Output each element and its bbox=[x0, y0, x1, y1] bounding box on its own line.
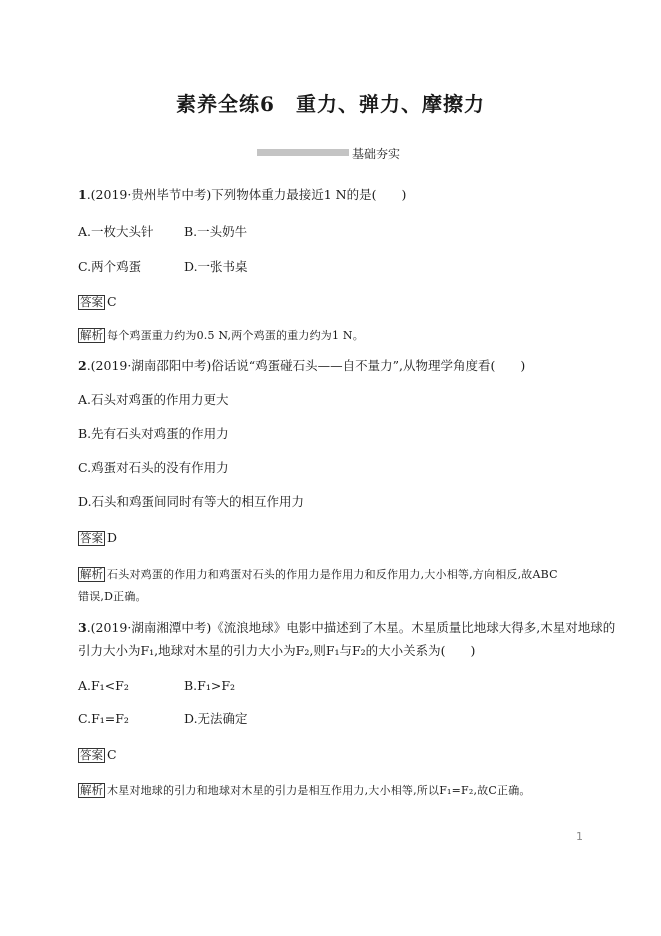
explanation-label: 解析 bbox=[80, 783, 103, 797]
q3-option-d: D.无法确定 bbox=[184, 711, 248, 726]
q1-option-a: A.一枚大头针 bbox=[78, 224, 154, 239]
q1-option-d: D.一张书桌 bbox=[184, 259, 248, 274]
q2-explanation bbox=[78, 563, 558, 582]
question-1-stem bbox=[78, 187, 406, 203]
q2-option-a: A.石头对鸡蛋的作用力更大 bbox=[78, 392, 229, 407]
q3-option-a: A.F₁<F₂ bbox=[78, 678, 129, 693]
explanation-text: 每个鸡蛋重力约为0.5 N,两个鸡蛋的重力约为1 N。 bbox=[107, 329, 364, 342]
question-text: .(2019·贵州毕节中考)下列物体重力最接近1 N的是( ) bbox=[86, 187, 407, 202]
section-label: 基础夯实 bbox=[352, 147, 401, 161]
q1-answer bbox=[78, 291, 117, 310]
q2-explanation-cont: 错误,D正确。 bbox=[78, 590, 147, 603]
explanation-label: 解析 bbox=[80, 567, 103, 581]
section-divider-bar bbox=[257, 149, 349, 156]
page-title: 素养全练6 重力、弹力、摩擦力 bbox=[176, 92, 485, 116]
answer-label: 答案 bbox=[80, 748, 103, 762]
q1-option-c: C.两个鸡蛋 bbox=[78, 259, 142, 274]
answer-value: C bbox=[107, 294, 117, 309]
q2-option-b: B.先有石头对鸡蛋的作用力 bbox=[78, 426, 229, 441]
q1-explanation bbox=[78, 324, 364, 343]
page-number: 1 bbox=[576, 830, 583, 843]
q3-answer bbox=[78, 744, 117, 763]
q1-option-b: B.一头奶牛 bbox=[184, 224, 248, 239]
question-text: .(2019·湖南邵阳中考)俗话说“鸡蛋碰石头——自不量力”,从物理学角度看( ) bbox=[86, 358, 526, 373]
question-number: 2 bbox=[78, 358, 87, 373]
answer-value: D bbox=[107, 530, 118, 545]
question-2-stem bbox=[78, 358, 525, 374]
answer-label: 答案 bbox=[80, 531, 103, 545]
q3-option-c: C.F₁=F₂ bbox=[78, 711, 129, 726]
question-number: 3 bbox=[78, 620, 87, 635]
q2-answer bbox=[78, 527, 117, 546]
question-number: 1 bbox=[78, 187, 87, 202]
answer-value: C bbox=[107, 747, 117, 762]
answer-label: 答案 bbox=[80, 295, 103, 309]
explanation-label: 解析 bbox=[80, 328, 103, 342]
question-3-stem bbox=[78, 620, 615, 636]
explanation-text: 石头对鸡蛋的作用力和鸡蛋对石头的作用力是作用力和反作用力,大小相等,方向相反,故ABC bbox=[107, 568, 558, 581]
q2-option-c: C.鸡蛋对石头的没有作用力 bbox=[78, 460, 229, 475]
q3-option-b: B.F₁>F₂ bbox=[184, 678, 236, 693]
question-3-stem-cont: 引力大小为F₁,地球对木星的引力大小为F₂,则F₁与F₂的大小关系为( ) bbox=[78, 643, 476, 658]
explanation-text: 木星对地球的引力和地球对木星的引力是相互作用力,大小相等,所以F₁=F₂,故C正确。 bbox=[107, 784, 531, 797]
question-text: .(2019·湖南湘潭中考)《流浪地球》电影中描述到了木星。木星质量比地球大得多,木星对地球的 bbox=[86, 620, 616, 635]
q2-option-d: D.石头和鸡蛋间同时有等大的相互作用力 bbox=[78, 494, 305, 509]
q3-explanation bbox=[78, 779, 531, 798]
